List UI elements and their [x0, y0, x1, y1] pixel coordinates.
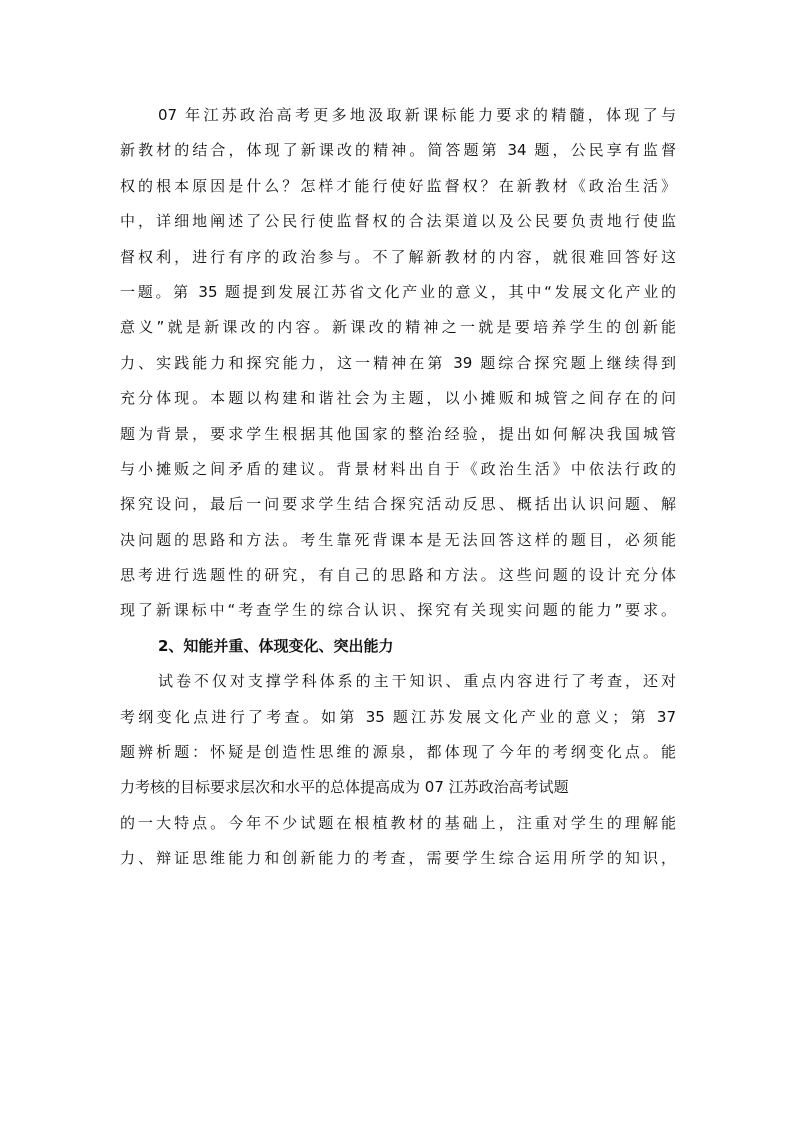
paragraph-2	[120, 664, 676, 876]
paragraph-line: 一题。第 35 题提到发展江苏省文化产业的意义，其中“发展文化产业的	[120, 282, 676, 301]
paragraph-line: 现了新课标中“考查学生的综合认识、探究有关现实问题的能力”要求。	[120, 601, 676, 620]
paragraph-line: 决问题的思路和方法。考生靠死背课本是无法回答这样的题目，必须能	[120, 530, 676, 549]
paragraph-line: 题为背景，要求学生根据其他国家的整治经验，提出如何解决我国城管	[120, 424, 676, 443]
paragraph-line: 督权利，进行有序的政治参与。不了解新教材的内容，就很难回答好这	[120, 247, 676, 266]
paragraph-line: 力考核的目标要求层次和水平的总体提高成为 07 江苏政治高考试题	[120, 778, 569, 797]
paragraph-line: 思考进行选题性的研究，有自己的思路和方法。这些问题的设计充分体	[120, 566, 676, 585]
paragraph-line: 考纲变化点进行了考查。如第 35 题江苏发展文化产业的意义；第 37	[120, 707, 676, 726]
paragraph-line: 力、实践能力和探究能力，这一精神在第 39 题综合探究题上继续得到	[120, 353, 676, 372]
document-body	[120, 98, 676, 877]
paragraph-line: 意义”就是新课改的内容。新课改的精神之一就是要培养学生的创新能	[120, 318, 676, 337]
paragraph-line: 题辨析题：怀疑是创造性思维的源泉，都体现了今年的考纲变化点。能	[120, 743, 676, 762]
paragraph-line: 与小摊贩之间矛盾的建议。背景材料出自于《政治生活》中依法行政的	[120, 459, 676, 478]
paragraph-line: 充分体现。本题以构建和谐社会为主题，以小摊贩和城管之间存在的问	[120, 389, 676, 408]
paragraph-line: 力、辩证思维能力和创新能力的考查，需要学生综合运用所学的知识，	[120, 849, 676, 868]
paragraph-line: 中，详细地阐述了公民行使监督权的合法渠道以及公民要负责地行使监	[120, 212, 676, 231]
section-heading: 2、知能并重、体现变化、突出能力	[158, 636, 394, 655]
paragraph-line: 新教材的结合，体现了新课改的精神。简答题第 34 题，公民享有监督	[120, 141, 676, 160]
paragraph-line: 的一大特点。今年不少试题在根植教材的基础上，注重对学生的理解能	[120, 813, 676, 832]
paragraph-line: 试卷不仅对支撑学科体系的主干知识、重点内容进行了考查，还对	[158, 672, 676, 691]
paragraph-line: 07 年江苏政治高考更多地汲取新课标能力要求的精髓，体现了与	[158, 106, 676, 124]
paragraph-line: 探究设问，最后一问要求学生结合探究活动反思、概括出认识问题、解	[120, 495, 676, 514]
paragraph-line: 权的根本原因是什么？怎样才能行使好监督权？在新教材《政治生活》	[120, 176, 676, 195]
paragraph-1	[120, 98, 676, 629]
